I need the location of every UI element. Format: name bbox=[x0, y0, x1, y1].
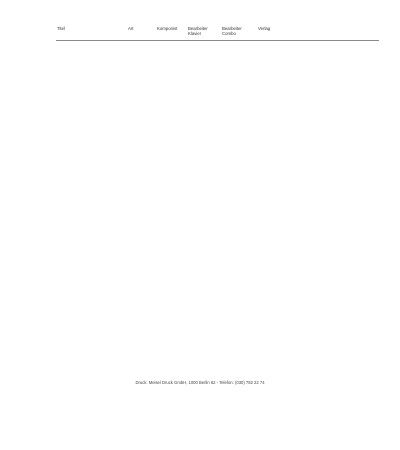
header-divider bbox=[56, 40, 379, 41]
table-body bbox=[0, 44, 400, 450]
cell-type bbox=[128, 446, 154, 450]
column-header-arranger-combo: Bearbeiter Combo bbox=[222, 26, 242, 36]
table-row bbox=[0, 446, 400, 450]
column-header-composer: Komponist bbox=[157, 26, 178, 31]
cell-title bbox=[57, 446, 125, 450]
cell-arranger-piano bbox=[188, 446, 220, 450]
column-header-arranger-piano: Bearbeiter Klavier bbox=[188, 26, 208, 36]
table-header bbox=[0, 26, 400, 40]
column-header-publisher: Verlag bbox=[258, 26, 271, 31]
column-header-title: Titel bbox=[57, 26, 65, 31]
cell-publisher bbox=[258, 446, 298, 450]
column-header-type: Art bbox=[128, 26, 134, 31]
cell-composer bbox=[157, 446, 187, 450]
printer-footer: Druck: Meisel Druck GmbH, 1000 Berlin 62 - Telefon: (030) 782 22 74 bbox=[135, 380, 265, 385]
cell-arranger-combo bbox=[222, 446, 256, 450]
